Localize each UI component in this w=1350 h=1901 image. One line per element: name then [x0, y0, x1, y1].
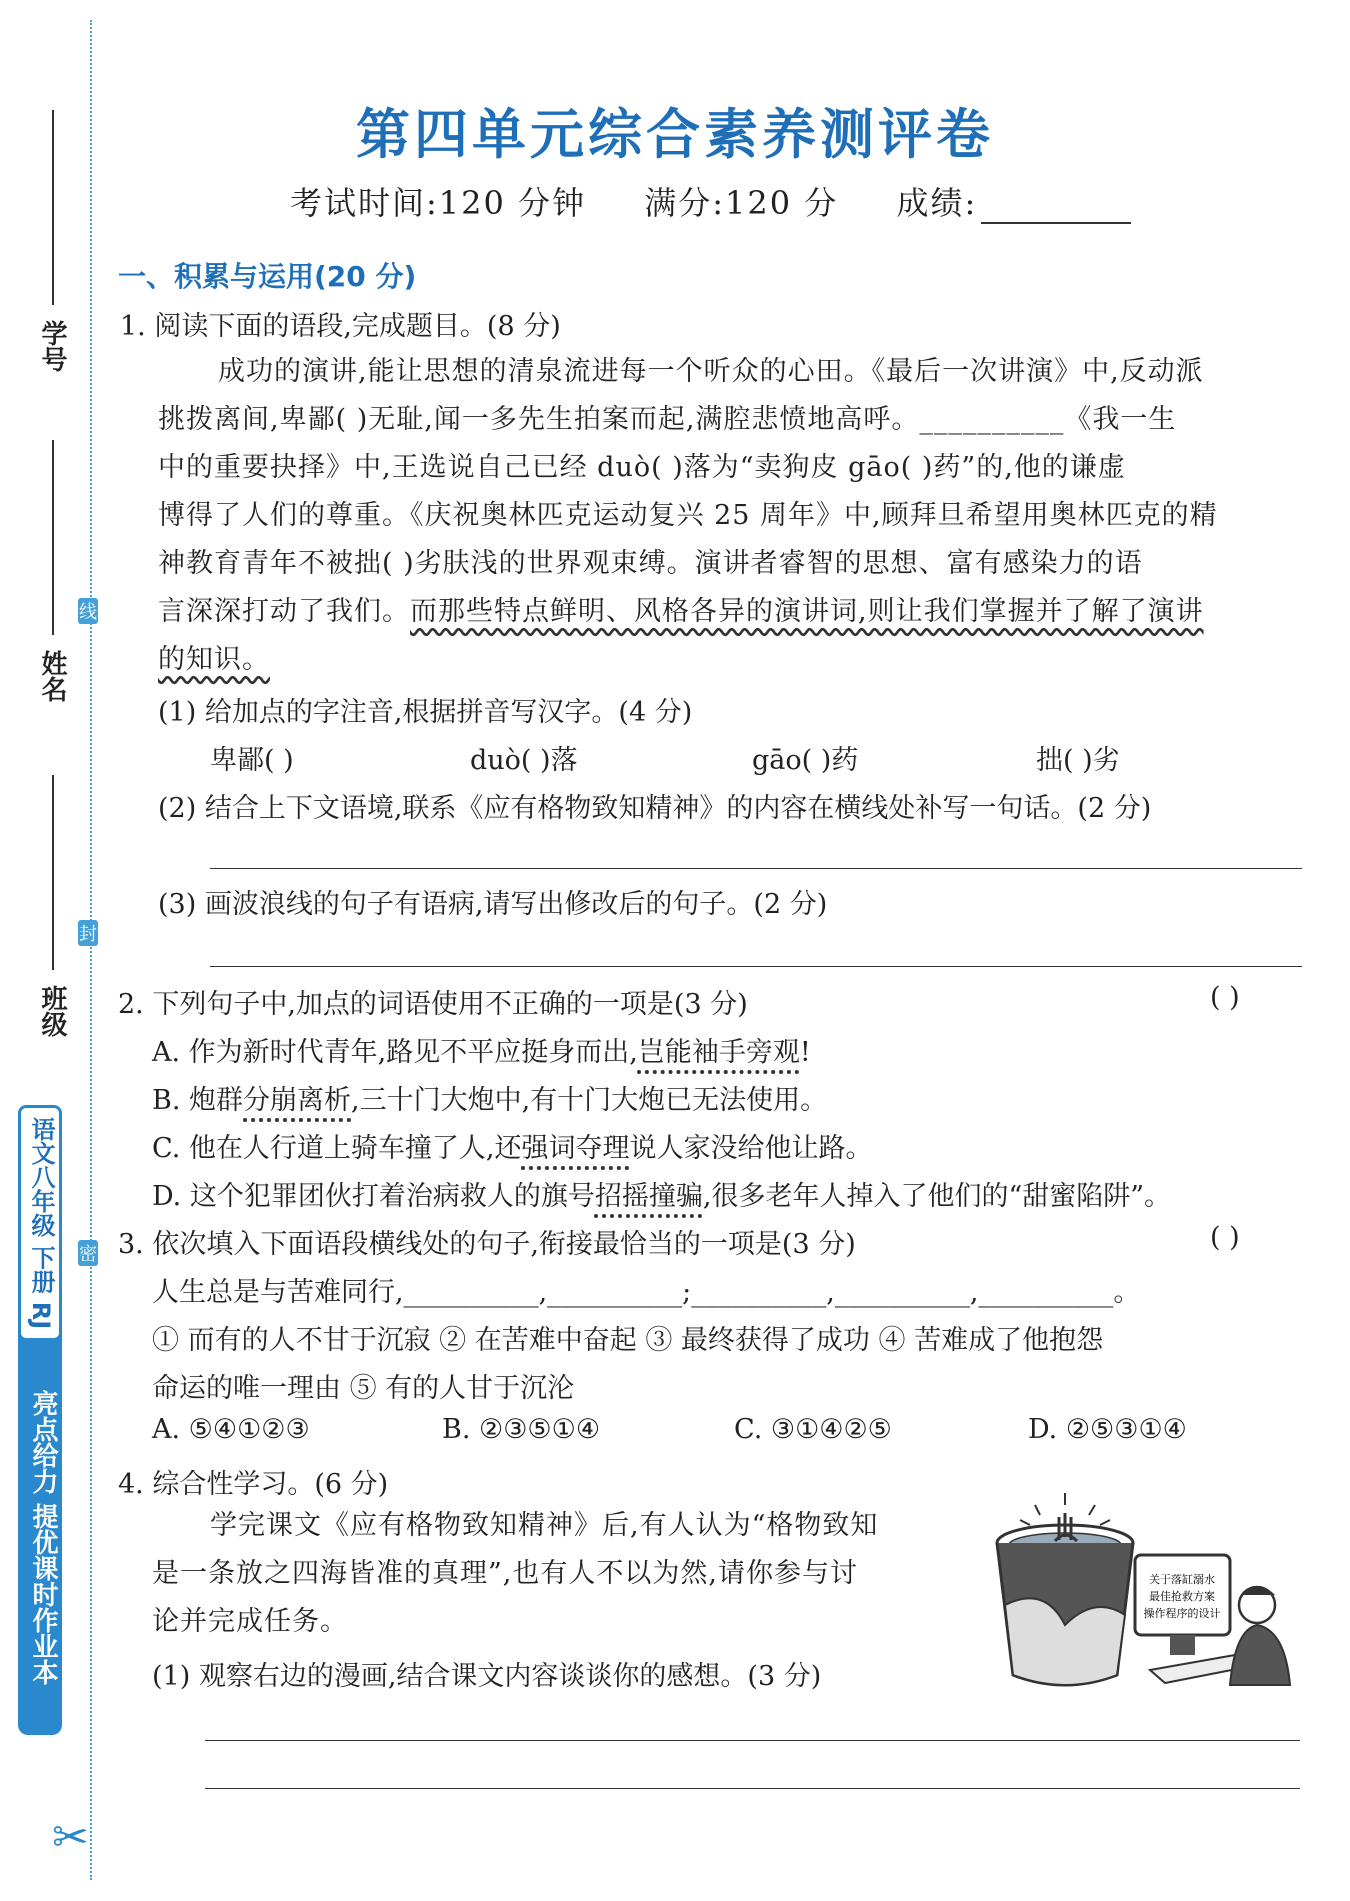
cut-dotted-line	[90, 20, 92, 1880]
comic-text-1: 关于落缸溺水	[1149, 1573, 1215, 1586]
cut-mark-line: 线	[78, 598, 98, 624]
q1-fill-1[interactable]: 卑鄙( )	[210, 745, 294, 776]
q1-sub2-answer-line[interactable]	[210, 868, 1302, 869]
q2-a-dotted: 岂能袖手旁观	[637, 1037, 800, 1068]
student-no-label: 学号	[37, 320, 67, 372]
comic-text-2: 最佳抢救方案	[1149, 1590, 1215, 1603]
q1-fill-3[interactable]: gāo( )药	[752, 745, 859, 776]
q3-passage: 人生总是与苦难同行,__________,__________;__________,__________,__________。	[152, 1277, 1141, 1308]
q1-sub1: (1) 给加点的字注音,根据拼音写汉字。(4 分)	[158, 697, 693, 728]
q1-line-4: 博得了人们的尊重。《庆祝奥林匹克运动复兴 25 周年》中,顾拜旦希望用奥林匹克的精	[158, 500, 1218, 531]
q4-line-3: 论并完成任务。	[152, 1606, 348, 1637]
page-title: 第四单元综合素养测评卷	[356, 103, 994, 166]
q2-bracket[interactable]: ( )	[1210, 982, 1240, 1013]
q1-line-5: 神教育青年不被拙( )劣肤浅的世界观束缚。演讲者睿智的思想、富有感染力的语	[158, 548, 1143, 579]
q2-b-pre: B. 炮群	[152, 1085, 244, 1116]
exam-time: 考试时间:120 分钟	[290, 184, 587, 222]
section-title: 一、积累与运用(20 分)	[118, 260, 417, 293]
comic-text-3: 操作程序的设计	[1143, 1607, 1221, 1620]
class-line	[52, 775, 54, 970]
comic-illustration	[985, 1485, 1295, 1695]
book-label: 语文八年级 下册 RJ	[18, 1105, 62, 1341]
q2-a-pre: A. 作为新时代青年,路见不平应挺身而出,	[152, 1037, 638, 1068]
comic-svg	[985, 1485, 1295, 1695]
q3-choice-c[interactable]: C. ③①④②⑤	[734, 1414, 892, 1445]
q3-options-1: ① 而有的人不甘于沉寂 ② 在苦难中奋起 ③ 最终获得了成功 ④ 苦难成了他抱怨	[152, 1325, 1104, 1356]
q2-stem: 2. 下列句子中,加点的词语使用不正确的一项是(3 分)	[118, 989, 748, 1020]
q2-option-b[interactable]	[152, 1078, 827, 1117]
q2-option-a[interactable]	[152, 1030, 811, 1069]
q1-line-3: 中的重要抉择》中,王选说自己已经 duò( )落为“卖狗皮 gāo( )药”的,他的谦虚	[158, 452, 1126, 483]
q3-choice-b[interactable]: B. ②③⑤①④	[442, 1414, 601, 1445]
q1-line-7	[158, 636, 270, 684]
q4-line-1: 学完课文《应有格物致知精神》后,有人认为“格物致知	[210, 1510, 879, 1541]
scissors-icon: ✂	[52, 1812, 89, 1863]
q1-wavy-sentence: 而那些特点鲜明、风格各异的演讲词,则让我们掌握并了解了演讲	[410, 596, 1204, 627]
q4-line-2: 是一条放之四海皆准的真理”,也有人不以为然,请你参与讨	[152, 1558, 858, 1589]
q1-sub3-answer-line[interactable]	[210, 966, 1302, 967]
q4-answer-line-2[interactable]	[205, 1788, 1300, 1789]
q2-d-post: ,很多老年人掉入了他们的“甜蜜陷阱”。	[702, 1181, 1172, 1212]
q2-option-c[interactable]	[152, 1126, 872, 1165]
cut-mark-seal2: 密	[78, 1240, 98, 1266]
q1-fill-4[interactable]: 拙( )劣	[1036, 745, 1120, 776]
q2-d-pre: D. 这个犯罪团伙打着治病救人的旗号	[152, 1181, 595, 1212]
q3-choice-a[interactable]: A. ⑤④①②③	[152, 1414, 310, 1445]
q4-answer-line-1[interactable]	[205, 1740, 1300, 1741]
q1-fill-2[interactable]: duò( )落	[470, 745, 578, 776]
cut-mark-seal: 封	[78, 920, 98, 946]
q2-option-d[interactable]	[152, 1174, 1171, 1213]
q1-sub2: (2) 结合上下文语境,联系《应有格物致知精神》的内容在横线处补写一句话。(2 分)	[158, 793, 1152, 824]
q2-c-post: 说人家没给他让路。	[629, 1133, 873, 1164]
q1-line-6-text: 言深深打动了我们。	[158, 596, 410, 627]
q2-a-post: !	[799, 1037, 811, 1068]
full-score: 满分:120 分	[644, 184, 839, 222]
q3-choice-d[interactable]: D. ②⑤③①④	[1028, 1414, 1187, 1445]
q4-sub1: (1) 观察右边的漫画,结合课文内容谈谈你的感想。(3 分)	[152, 1661, 822, 1692]
class-label: 班级	[37, 985, 67, 1037]
name-line	[52, 440, 54, 635]
brand-label: 亮点给力 提优课时作业本	[28, 1390, 58, 1686]
q1-line-1: 成功的演讲,能让思想的清泉流进每一个听众的心田。《最后一次讲演》中,反动派	[218, 356, 1204, 387]
q3-options-2: 命运的唯一理由 ⑤ 有的人甘于沉沦	[152, 1373, 575, 1404]
q1-sub3: (3) 画波浪线的句子有语病,请写出修改后的句子。(2 分)	[158, 889, 828, 920]
q2-c-pre: C. 他在人行道上骑车撞了人,还	[152, 1133, 522, 1164]
q4-stem: 4. 综合性学习。(6 分)	[118, 1469, 389, 1500]
score-label: 成绩:	[896, 184, 978, 222]
name-label: 姓名	[37, 650, 67, 702]
q1-stem: 1. 阅读下面的语段,完成题目。(8 分)	[120, 311, 561, 342]
q1-line-2: 挑拨离间,卑鄙( )无耻,闻一多先生拍案而起,满腔悲愤地高呼。__________《我一生	[158, 404, 1177, 435]
q2-d-dotted: 招摇撞骗	[594, 1181, 703, 1212]
q1-line-6	[158, 588, 1204, 636]
q1-wavy-end: 的知识。	[158, 644, 270, 675]
q2-b-post: ,三十门大炮中,有十门大炮已无法使用。	[351, 1085, 828, 1116]
exam-info	[290, 178, 1177, 224]
q3-stem: 3. 依次填入下面语段横线处的句子,衔接最恰当的一项是(3 分)	[118, 1229, 856, 1260]
q2-b-dotted: 分崩离析	[243, 1085, 352, 1116]
q3-bracket[interactable]: ( )	[1210, 1222, 1240, 1253]
q2-c-dotted: 强词夺理	[521, 1133, 630, 1164]
brand-strip	[18, 1105, 62, 1735]
score-blank[interactable]	[981, 192, 1131, 224]
